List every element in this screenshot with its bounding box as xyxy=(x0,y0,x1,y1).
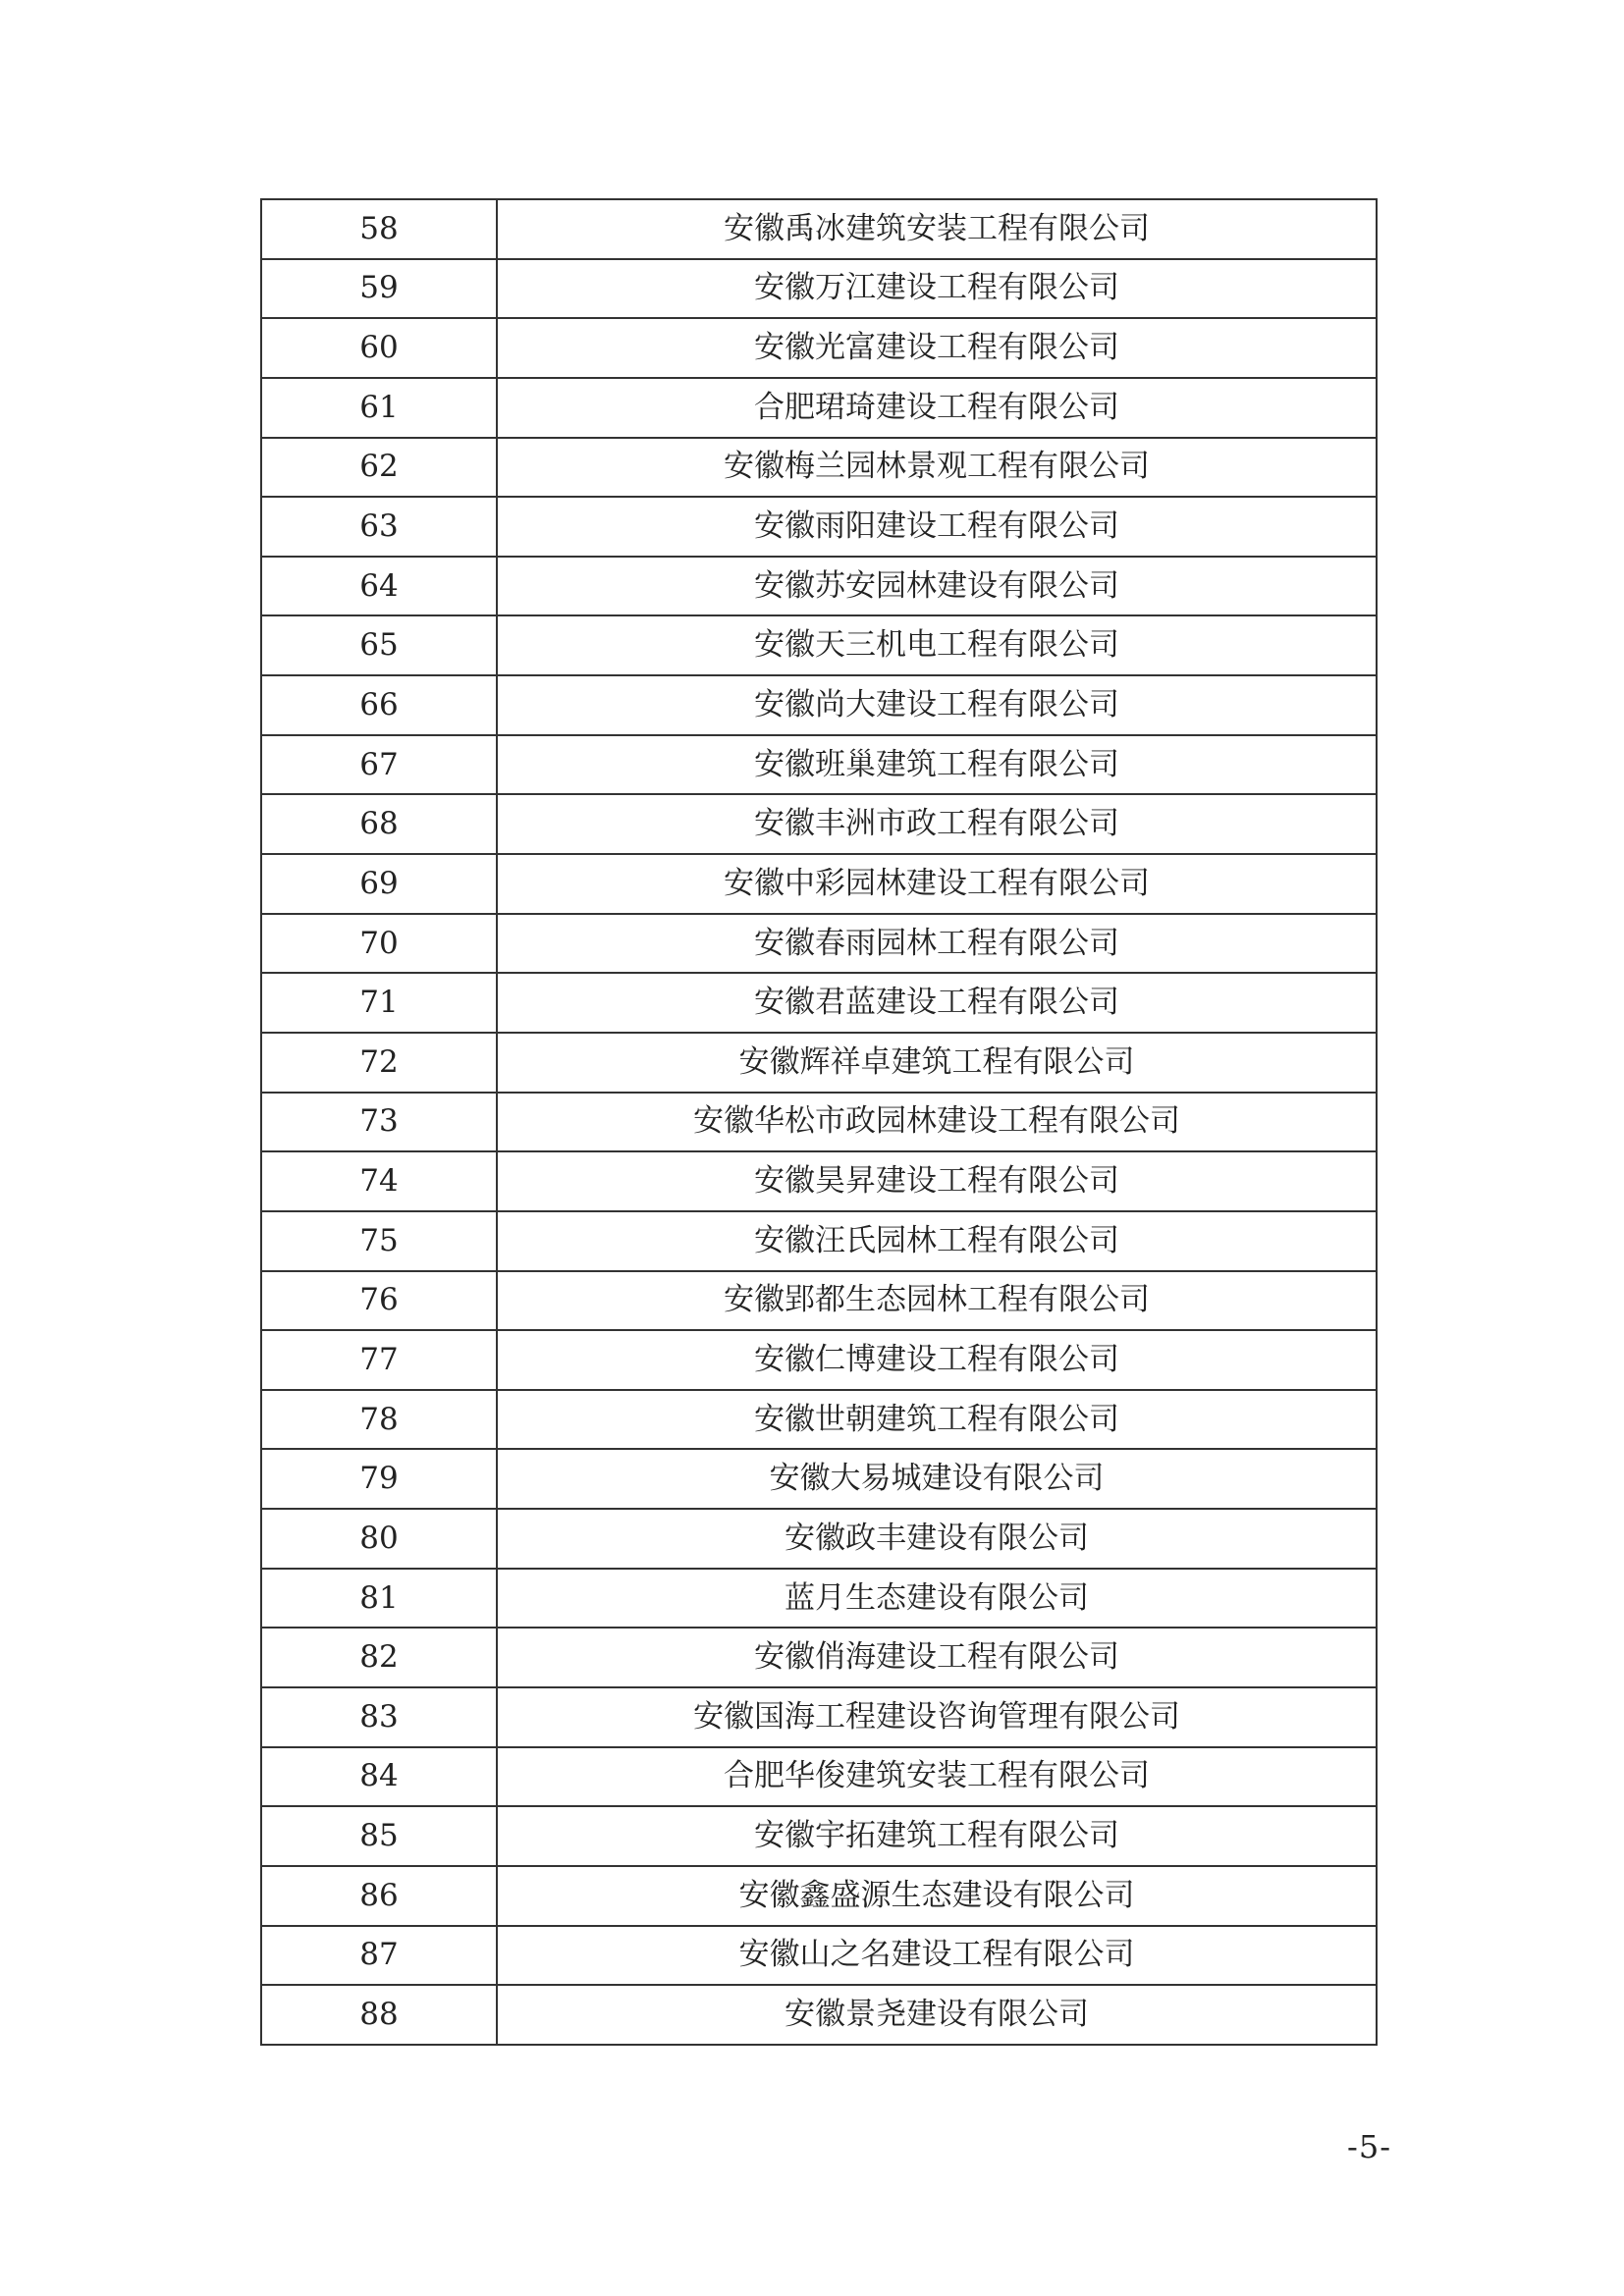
company-name-cell: 安徽万江建设工程有限公司 xyxy=(497,259,1377,319)
table-row xyxy=(261,1093,1377,1152)
row-number-cell: 76 xyxy=(261,1271,497,1331)
table-row xyxy=(261,1985,1377,2045)
table-row xyxy=(261,854,1377,914)
row-number-cell: 68 xyxy=(261,794,497,854)
row-number-cell: 83 xyxy=(261,1687,497,1747)
company-name-cell: 安徽鑫盛源生态建设有限公司 xyxy=(497,1866,1377,1926)
company-name-cell: 安徽禹冰建筑安装工程有限公司 xyxy=(497,199,1377,259)
company-name-cell: 安徽尚大建设工程有限公司 xyxy=(497,675,1377,735)
company-name-cell: 安徽世朝建筑工程有限公司 xyxy=(497,1390,1377,1450)
company-name-cell: 安徽中彩园林建设工程有限公司 xyxy=(497,854,1377,914)
table-row xyxy=(261,675,1377,735)
company-name-cell: 安徽丰洲市政工程有限公司 xyxy=(497,794,1377,854)
row-number-cell: 82 xyxy=(261,1628,497,1687)
company-name-cell: 安徽苏安园林建设有限公司 xyxy=(497,557,1377,616)
table-row xyxy=(261,1926,1377,1986)
row-number-cell: 74 xyxy=(261,1151,497,1211)
table-row xyxy=(261,1390,1377,1450)
company-name-cell: 安徽君蓝建设工程有限公司 xyxy=(497,973,1377,1033)
row-number-cell: 65 xyxy=(261,615,497,675)
row-number-cell: 69 xyxy=(261,854,497,914)
company-name-cell: 安徽郢都生态园林工程有限公司 xyxy=(497,1271,1377,1331)
row-number-cell: 62 xyxy=(261,438,497,498)
row-number-cell: 61 xyxy=(261,378,497,438)
row-number-cell: 77 xyxy=(261,1330,497,1390)
table-row xyxy=(261,615,1377,675)
company-name-cell: 安徽国海工程建设咨询管理有限公司 xyxy=(497,1687,1377,1747)
company-name-cell: 安徽政丰建设有限公司 xyxy=(497,1509,1377,1569)
row-number-cell: 60 xyxy=(261,318,497,378)
row-number-cell: 59 xyxy=(261,259,497,319)
table-row xyxy=(261,259,1377,319)
table-row xyxy=(261,1509,1377,1569)
table-row xyxy=(261,318,1377,378)
table-row xyxy=(261,1687,1377,1747)
row-number-cell: 71 xyxy=(261,973,497,1033)
table-row xyxy=(261,1033,1377,1093)
company-list-table xyxy=(260,198,1378,2046)
company-name-cell: 安徽雨阳建设工程有限公司 xyxy=(497,497,1377,557)
table-row xyxy=(261,497,1377,557)
row-number-cell: 73 xyxy=(261,1093,497,1152)
table-row xyxy=(261,1151,1377,1211)
table-row xyxy=(261,1449,1377,1509)
company-name-cell: 安徽光富建设工程有限公司 xyxy=(497,318,1377,378)
company-name-cell: 蓝月生态建设有限公司 xyxy=(497,1569,1377,1629)
company-name-cell: 安徽宇拓建筑工程有限公司 xyxy=(497,1806,1377,1866)
table-row xyxy=(261,914,1377,974)
row-number-cell: 85 xyxy=(261,1806,497,1866)
row-number-cell: 63 xyxy=(261,497,497,557)
page-number: -5- xyxy=(1347,2128,1391,2165)
row-number-cell: 58 xyxy=(261,199,497,259)
table-row xyxy=(261,735,1377,795)
row-number-cell: 70 xyxy=(261,914,497,974)
table-row xyxy=(261,1211,1377,1271)
row-number-cell: 72 xyxy=(261,1033,497,1093)
company-name-cell: 合肥华俊建筑安装工程有限公司 xyxy=(497,1747,1377,1807)
company-name-cell: 安徽春雨园林工程有限公司 xyxy=(497,914,1377,974)
company-name-cell: 安徽大易城建设有限公司 xyxy=(497,1449,1377,1509)
table-row xyxy=(261,973,1377,1033)
row-number-cell: 75 xyxy=(261,1211,497,1271)
row-number-cell: 81 xyxy=(261,1569,497,1629)
table-row xyxy=(261,1628,1377,1687)
row-number-cell: 79 xyxy=(261,1449,497,1509)
row-number-cell: 87 xyxy=(261,1926,497,1986)
row-number-cell: 64 xyxy=(261,557,497,616)
company-name-cell: 安徽梅兰园林景观工程有限公司 xyxy=(497,438,1377,498)
table-row xyxy=(261,557,1377,616)
table-row xyxy=(261,1330,1377,1390)
company-name-cell: 安徽汪氏园林工程有限公司 xyxy=(497,1211,1377,1271)
table-row xyxy=(261,1569,1377,1629)
company-name-cell: 安徽班巢建筑工程有限公司 xyxy=(497,735,1377,795)
company-name-cell: 安徽俏海建设工程有限公司 xyxy=(497,1628,1377,1687)
table-row xyxy=(261,199,1377,259)
company-name-cell: 安徽天三机电工程有限公司 xyxy=(497,615,1377,675)
table-row xyxy=(261,378,1377,438)
company-list-body xyxy=(261,199,1377,2045)
table-row xyxy=(261,438,1377,498)
company-name-cell: 安徽山之名建设工程有限公司 xyxy=(497,1926,1377,1986)
table-row xyxy=(261,1806,1377,1866)
company-name-cell: 合肥珺琦建设工程有限公司 xyxy=(497,378,1377,438)
row-number-cell: 84 xyxy=(261,1747,497,1807)
company-name-cell: 安徽昊昇建设工程有限公司 xyxy=(497,1151,1377,1211)
row-number-cell: 80 xyxy=(261,1509,497,1569)
company-name-cell: 安徽仁博建设工程有限公司 xyxy=(497,1330,1377,1390)
row-number-cell: 86 xyxy=(261,1866,497,1926)
company-name-cell: 安徽景尧建设有限公司 xyxy=(497,1985,1377,2045)
table-row xyxy=(261,794,1377,854)
row-number-cell: 67 xyxy=(261,735,497,795)
company-name-cell: 安徽辉祥卓建筑工程有限公司 xyxy=(497,1033,1377,1093)
row-number-cell: 66 xyxy=(261,675,497,735)
table-row xyxy=(261,1747,1377,1807)
company-name-cell: 安徽华松市政园林建设工程有限公司 xyxy=(497,1093,1377,1152)
row-number-cell: 78 xyxy=(261,1390,497,1450)
row-number-cell: 88 xyxy=(261,1985,497,2045)
table-row xyxy=(261,1866,1377,1926)
table-row xyxy=(261,1271,1377,1331)
